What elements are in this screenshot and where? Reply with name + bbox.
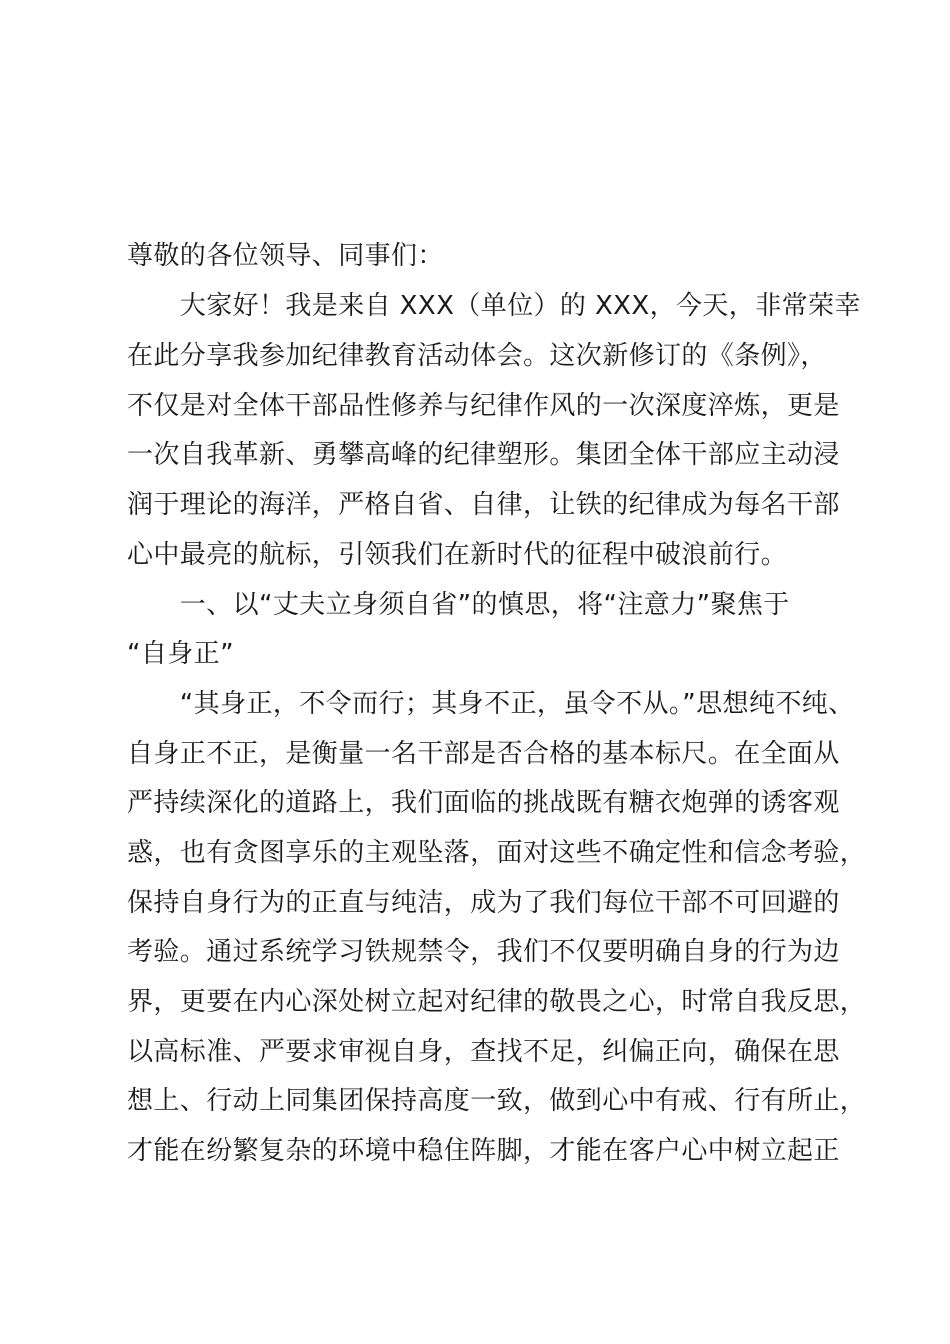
paragraph-line: “其身正，不令而行；其身不正，虽令不从。”思想纯不纯、 bbox=[127, 689, 855, 719]
paragraph-line: 惑，也有贪图享乐的主观坠落，面对这些不确定性和信念考验， bbox=[127, 838, 867, 868]
paragraph-line: 一次自我革新、勇攀高峰的纪律塑形。集团全体干部应主动浸 bbox=[127, 440, 840, 470]
section-heading-line: 一、以“丈夫立身须自省”的慎思，将“注意力”聚焦于 bbox=[127, 590, 790, 620]
paragraph-line: 自身正不正，是衡量一名干部是否合格的基本标尺。在全面从 bbox=[127, 739, 840, 769]
paragraph-line: 保持自身行为的正直与纯洁，成为了我们每位干部不可回避的 bbox=[127, 888, 840, 918]
paragraph-line: 考验。通过系统学习铁规禁令，我们不仅要明确自身的行为边 bbox=[127, 937, 840, 967]
salutation-line: 尊敬的各位领导、同事们： bbox=[127, 241, 444, 271]
paragraph-line: 不仅是对全体干部品性修养与纪律作风的一次深度淬炼，更是 bbox=[127, 391, 840, 421]
paragraph-line: 才能在纷繁复杂的环境中稳住阵脚，才能在客户心中树立起正 bbox=[127, 1136, 840, 1166]
paragraph-line: 严持续深化的道路上，我们面临的挑战既有糖衣炮弹的诱客观 bbox=[127, 788, 840, 818]
paragraph-line: 界，更要在内心深处树立起对纪律的敬畏之心，时常自我反思， bbox=[127, 987, 867, 1017]
paragraph-line: 心中最亮的航标，引领我们在新时代的征程中破浪前行。 bbox=[127, 540, 788, 570]
paragraph-line: 润于理论的海洋，严格自省、自律，让铁的纪律成为每名干部 bbox=[127, 490, 840, 520]
paragraph-line: 大家好！我是来自 XXX（单位）的 XXX，今天，非常荣幸 bbox=[127, 291, 861, 321]
paragraph-line: 在此分享我参加纪律教育活动体会。这次新修订的《条例》， bbox=[127, 341, 827, 371]
paragraph-line: 想上、行动上同集团保持高度一致，做到心中有戒、行有所止， bbox=[127, 1086, 867, 1116]
section-heading-line: “自身正” bbox=[127, 639, 234, 669]
paragraph-line: 以高标准、严要求审视自身，查找不足，纠偏正向，确保在思 bbox=[127, 1037, 840, 1067]
